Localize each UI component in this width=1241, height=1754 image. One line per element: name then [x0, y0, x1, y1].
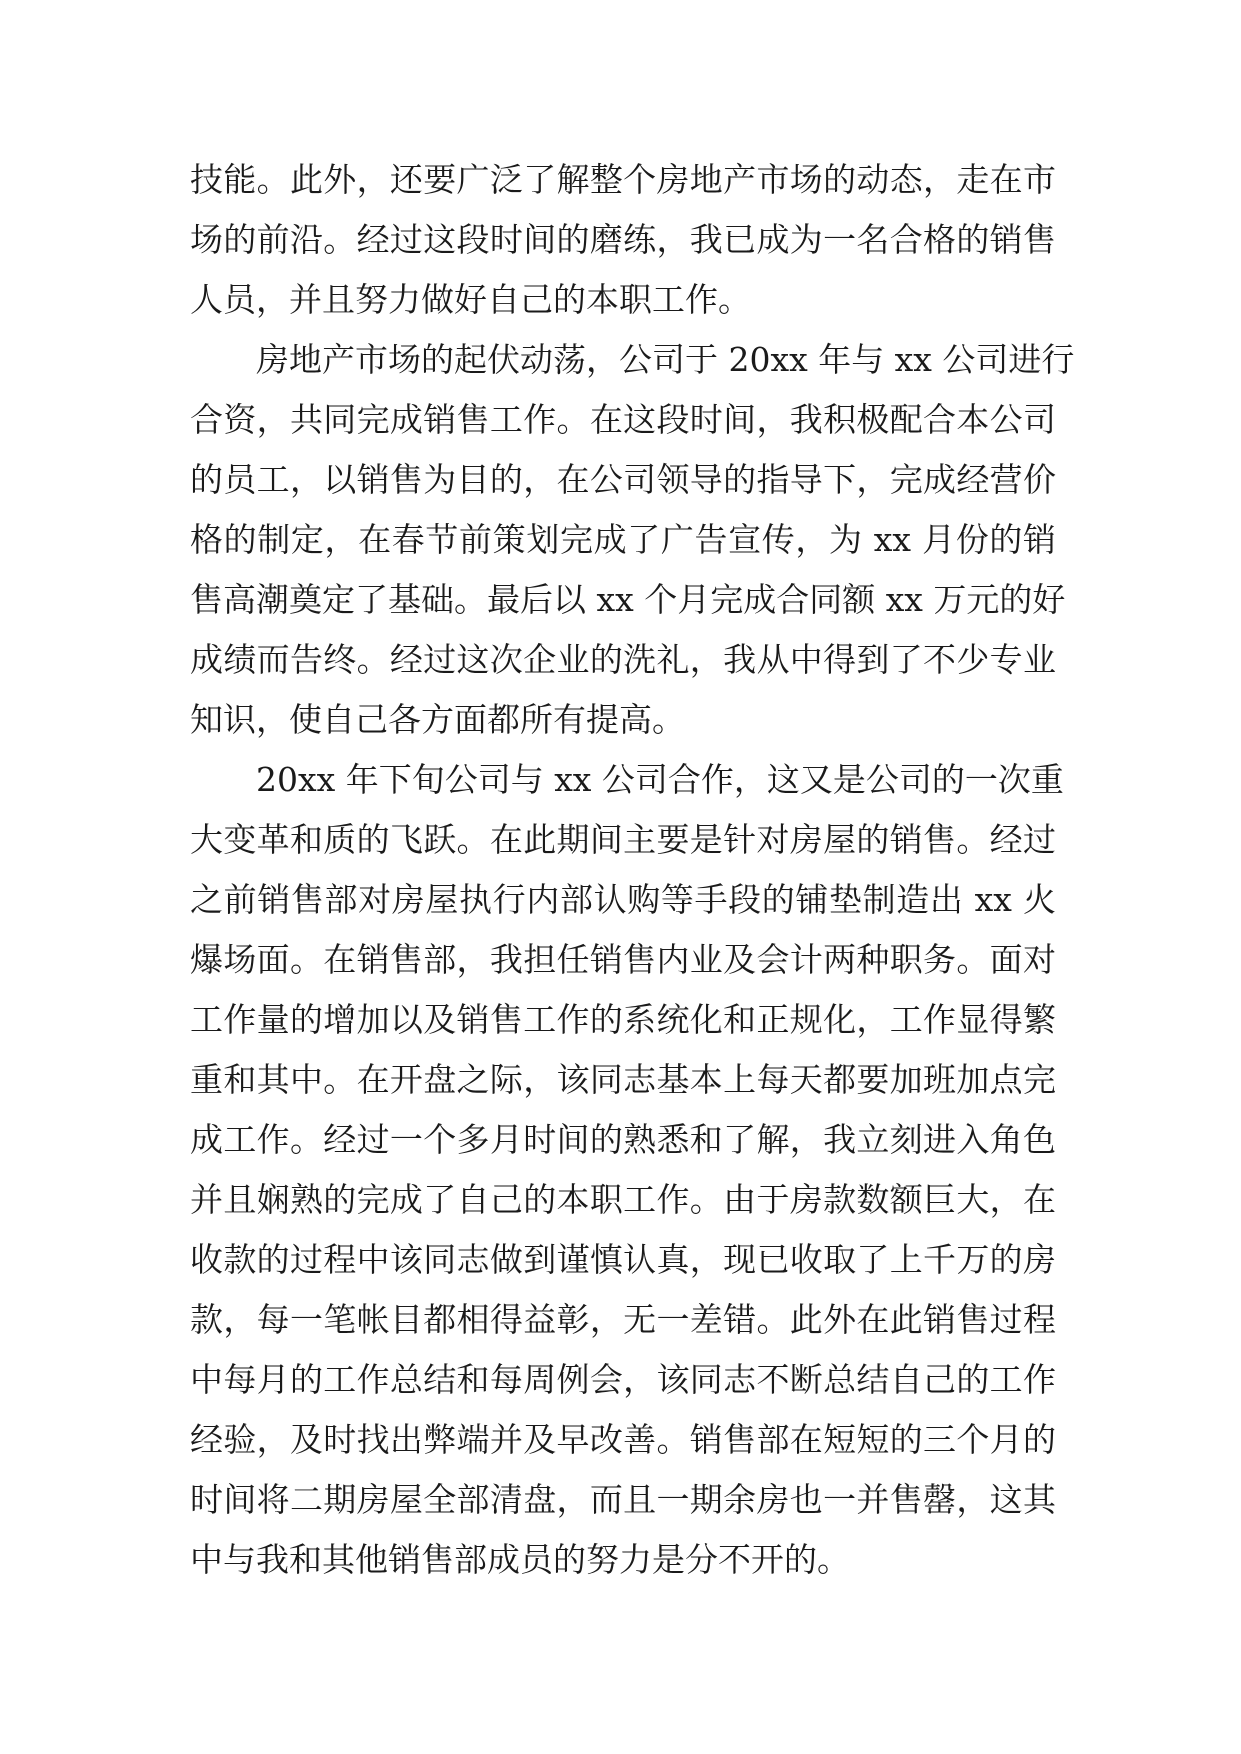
text-line: 售高潮奠定了基础。最后以 xx 个月完成合同额 xx 万元的好 — [190, 580, 1066, 619]
text-line: 之前销售部对房屋执行内部认购等手段的铺垫制造出 xx 火 — [190, 880, 1056, 919]
text-line: 知识，使自己各方面都所有提高。 — [190, 700, 685, 739]
text-line: 大变革和质的飞跃。在此期间主要是针对房屋的销售。经过 — [190, 820, 1056, 859]
text-line: 技能。此外，还要广泛了解整个房地产市场的动态，走在市 — [190, 160, 1056, 199]
text-line: 中每月的工作总结和每周例会，该同志不断总结自己的工作 — [190, 1360, 1056, 1399]
text-line: 20xx 年下旬公司与 xx 公司合作，这又是公司的一次重 — [256, 760, 1064, 799]
text-line: 成绩而告终。经过这次企业的洗礼，我从中得到了不少专业 — [190, 640, 1056, 679]
text-line: 并且娴熟的完成了自己的本职工作。由于房款数额巨大，在 — [190, 1180, 1056, 1219]
text-line: 房地产市场的起伏动荡，公司于 20xx 年与 xx 公司进行 — [256, 340, 1075, 379]
text-line: 爆场面。在销售部，我担任销售内业及会计两种职务。面对 — [190, 940, 1056, 979]
paragraph-1 — [190, 150, 1056, 330]
text-line: 合资，共同完成销售工作。在这段时间，我积极配合本公司 — [190, 400, 1056, 439]
document-body — [190, 150, 1075, 1590]
text-line: 人员，并且努力做好自己的本职工作。 — [190, 280, 751, 319]
text-line: 格的制定，在春节前策划完成了广告宣传，为 xx 月份的销 — [190, 520, 1056, 559]
text-line: 场的前沿。经过这段时间的磨练，我已成为一名合格的销售 — [190, 220, 1056, 259]
text-line: 时间将二期房屋全部清盘，而且一期余房也一并售罄，这其 — [190, 1480, 1056, 1519]
text-line: 重和其中。在开盘之际，该同志基本上每天都要加班加点完 — [190, 1060, 1056, 1099]
text-line: 款，每一笔帐目都相得益彰，无一差错。此外在此销售过程 — [190, 1300, 1056, 1339]
paragraph-2 — [190, 330, 1075, 750]
paragraph-3 — [190, 750, 1064, 1590]
text-line: 成工作。经过一个多月时间的熟悉和了解，我立刻进入角色 — [190, 1120, 1056, 1159]
text-line: 工作量的增加以及销售工作的系统化和正规化，工作显得繁 — [190, 1000, 1056, 1039]
text-line: 的员工，以销售为目的，在公司领导的指导下，完成经营价 — [190, 460, 1056, 499]
text-line: 收款的过程中该同志做到谨慎认真，现已收取了上千万的房 — [190, 1240, 1056, 1279]
text-line: 经验，及时找出弊端并及早改善。销售部在短短的三个月的 — [190, 1420, 1056, 1459]
text-line: 中与我和其他销售部成员的努力是分不开的。 — [190, 1540, 850, 1579]
